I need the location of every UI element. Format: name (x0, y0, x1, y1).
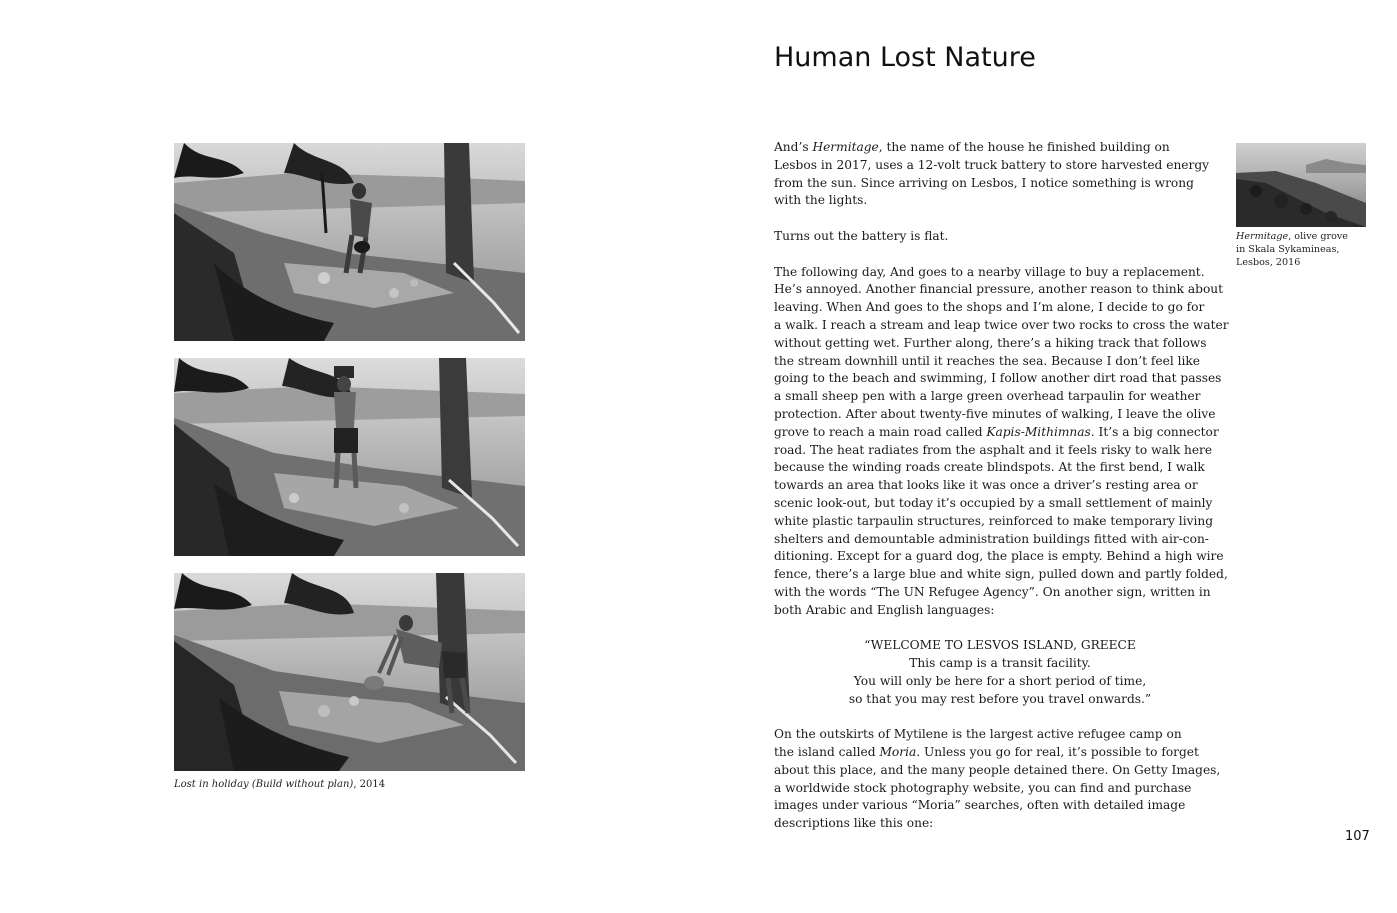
side-photo-olive-grove (1236, 143, 1366, 227)
paragraph-battery-flat: Turns out the battery is flat. (774, 228, 949, 243)
photo-series-year: , 2014 (353, 779, 386, 790)
photo-3-image (174, 573, 525, 771)
paragraph-walk: The following day, And goes to a nearby village to buy a replacement. He’s annoyed. Another financial pressure, another reason to think about leaving. When And goes to the shops and I’m alone, I decide to go for a walk. I reach a stream and leap twice over two rocks to cross the water without getting wet. Further along, there’s a hiking track that follows the stream downhill until it reaches the sea. Because I don’t feel like going to the beach and swimming, I follow another dirt road that passes a small sheep pen with a large green overhead tarpaulin for weather protection. After about twenty-five minutes of walking, I leave the olive grove to reach a main road called Kapis-Mithimnas. It’s a big connector road. The heat radiates from the asphalt and it feels risky to walk here because the winding roads create blindspots. At the first bend, I walk towards an area that looks like it was once a driver’s resting area or scenic look-out, but today it’s occupied by a small settlement of mainly white plastic tarpaulin structures, reinforced to make temporary living shelters and demountable administration buildings fitted with air-con- ditioning. Except for a guard dog, the place is empty. Behind a high wire fence, there’s a large blue and white sign, pulled down and partly folded, with the words “The UN Refugee Agency”. On another sign, written in both Arabic and English languages: (774, 264, 1229, 617)
photo-man-carrying-bucket (174, 358, 525, 556)
photo-man-filling-bucket (174, 143, 525, 341)
page-title: Human Lost Nature (774, 42, 1036, 73)
essay-body (774, 139, 1229, 851)
photo-1-image (174, 143, 525, 341)
side-photo-image (1236, 143, 1366, 227)
photo-man-lifting-stones (174, 573, 525, 771)
page-number: 107 (1345, 829, 1370, 844)
side-photo-caption: Hermitage, olive grove in Skala Sykamineas, Lesbos, 2016 (1236, 231, 1348, 268)
photo-series-title: Lost in holiday (Build without plan) (174, 779, 354, 790)
paragraph-battery: And’s Hermitage, the name of the house he finished building on Lesbos in 2017, uses a 12-volt truck battery to store harvested energy from the sun. Since arriving on Lesbos, I notice something is wrong with the lights. (774, 140, 1210, 208)
photo-series-caption (174, 779, 385, 790)
paragraph-moria: On the outskirts of Mytilene is the largest active refugee camp on the island called Moria. Unless you go for real, it’s possible to forget about this place, and the many people detained there. On Getty Images, a worldwide stock photography website, you can find and purchase images under various “Moria” searches, often with detailed image descriptions like this one: (774, 727, 1221, 831)
block-quote-welcome-sign: “WELCOME TO LESVOS ISLAND, GREECE This camp is a transit facility. You will only be here for a short period of time, so that you may rest before you travel onwards.” (848, 638, 1152, 706)
photo-2-image (174, 358, 525, 556)
